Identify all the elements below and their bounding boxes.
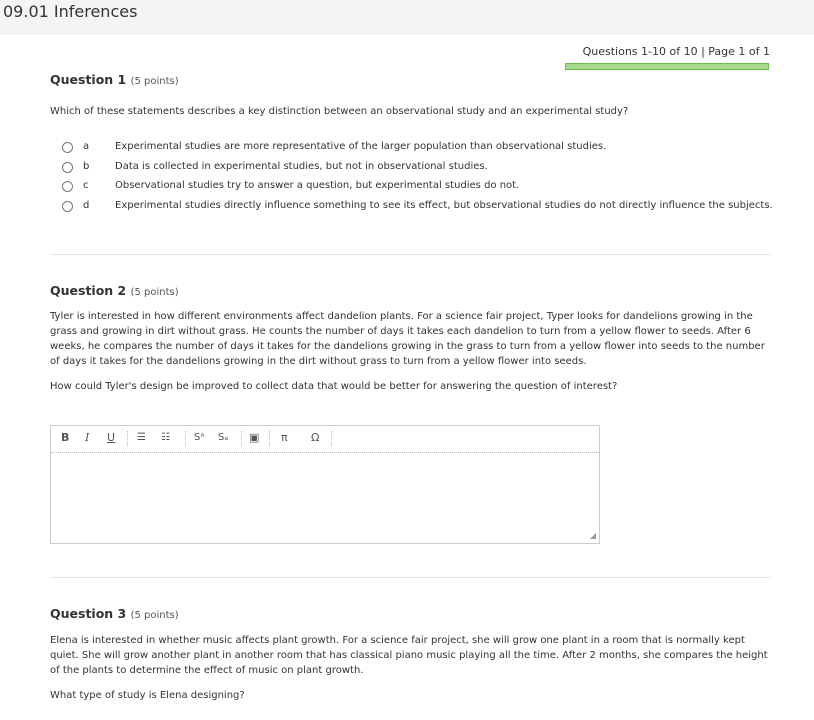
question-text: Tyler is interested in how different environments affect dandelion plants. For a science fair project, Typer looks for dandelions growing in the grass and growing in dirt without grass. He counts the number of days it takes each dandelion to turn from a yellow flower to seeds. After 6 weeks, he compares the number of days it takes for the dandelions growing in the grass to turn from a yellow flower into seeds to the number of days it takes for the dandelions growing in the dirt without grass to turn from a yellow flower into seeds.: [50, 311, 765, 367]
question-divider: [50, 577, 770, 578]
toolbar-separator: [185, 431, 187, 446]
radio-button[interactable]: [62, 162, 73, 173]
question-points: (5 points): [130, 287, 179, 298]
toolbar-separator: [269, 431, 271, 446]
question-number: Question 2: [50, 283, 127, 298]
subscript-button[interactable]: Sₐ: [218, 432, 229, 443]
image-icon[interactable]: ▣: [249, 431, 260, 444]
question-3: [50, 606, 770, 703]
question-2: [50, 283, 770, 394]
toolbar-separator: [241, 431, 243, 446]
question-title: [50, 283, 770, 298]
option-d[interactable]: [50, 198, 773, 218]
header-bar: [0, 0, 814, 35]
progress-fill: [566, 64, 768, 69]
option-text: Data is collected in experimental studies, but not in observational studies.: [115, 160, 488, 172]
pi-symbol-button[interactable]: π: [281, 431, 288, 444]
radio-button[interactable]: [62, 201, 73, 212]
option-b[interactable]: [50, 159, 770, 179]
option-letter: b: [83, 160, 90, 172]
question-1: [50, 72, 773, 217]
bold-button[interactable]: B: [61, 431, 70, 444]
option-text: Observational studies try to answer a question, but experimental studies do not.: [115, 180, 520, 191]
question-number: Question 3: [50, 606, 127, 621]
question-prompt: How could Tyler's design be improved to collect data that would be better for answering the question of interest?: [50, 381, 618, 392]
editor-toolbar: [51, 426, 599, 453]
toolbar-separator: [127, 431, 129, 446]
option-letter: a: [83, 141, 90, 152]
option-a[interactable]: [50, 139, 770, 159]
question-text: Elena is interested in whether music affects plant growth. For a science fair project, she will grow one plant in a room that is normally kept quiet. She will grow another plant in another room that has classical piano music playing all the time. After 2 months, she compares the height of the plants to determine the effect of music on plant growth.: [50, 635, 768, 676]
italic-button[interactable]: I: [85, 431, 90, 444]
progress-bar: [565, 63, 769, 70]
answer-options: [50, 139, 773, 217]
question-title: [50, 72, 770, 87]
question-number: Question 1: [50, 72, 127, 87]
radio-button[interactable]: [62, 181, 73, 192]
page-title: 09.01 Inferences: [3, 2, 138, 21]
question-points: (5 points): [130, 610, 179, 621]
question-text: Which of these statements describes a key distinction between an observational study and an experimental study?: [50, 106, 629, 117]
option-letter: d: [83, 199, 90, 211]
numbered-list-button[interactable]: ☷: [161, 432, 170, 443]
option-letter: c: [83, 180, 89, 191]
underline-button[interactable]: U: [107, 431, 116, 444]
editor-text-area[interactable]: [51, 453, 599, 543]
question-points: (5 points): [130, 76, 179, 87]
radio-button[interactable]: [62, 142, 73, 153]
progress-label: Questions 1-10 of 10 | Page 1 of 1: [582, 45, 770, 58]
resize-handle-icon[interactable]: ◢: [589, 531, 596, 540]
question-divider: [50, 254, 770, 255]
question-title: [50, 606, 770, 621]
option-text: Experimental studies are more representative of the larger population than observational studies.: [115, 141, 607, 152]
omega-symbol-button[interactable]: Ω: [311, 431, 320, 444]
superscript-button[interactable]: Sᵃ: [194, 432, 205, 443]
option-c[interactable]: [50, 178, 770, 198]
bullet-list-button[interactable]: ☰: [137, 432, 146, 443]
option-text: Experimental studies directly influence something to see its effect, but observational studies do not directly influence the subjects.: [115, 199, 773, 211]
question-prompt: What type of study is Elena designing?: [50, 690, 245, 701]
answer-editor: [50, 425, 600, 544]
toolbar-separator: [331, 431, 333, 446]
